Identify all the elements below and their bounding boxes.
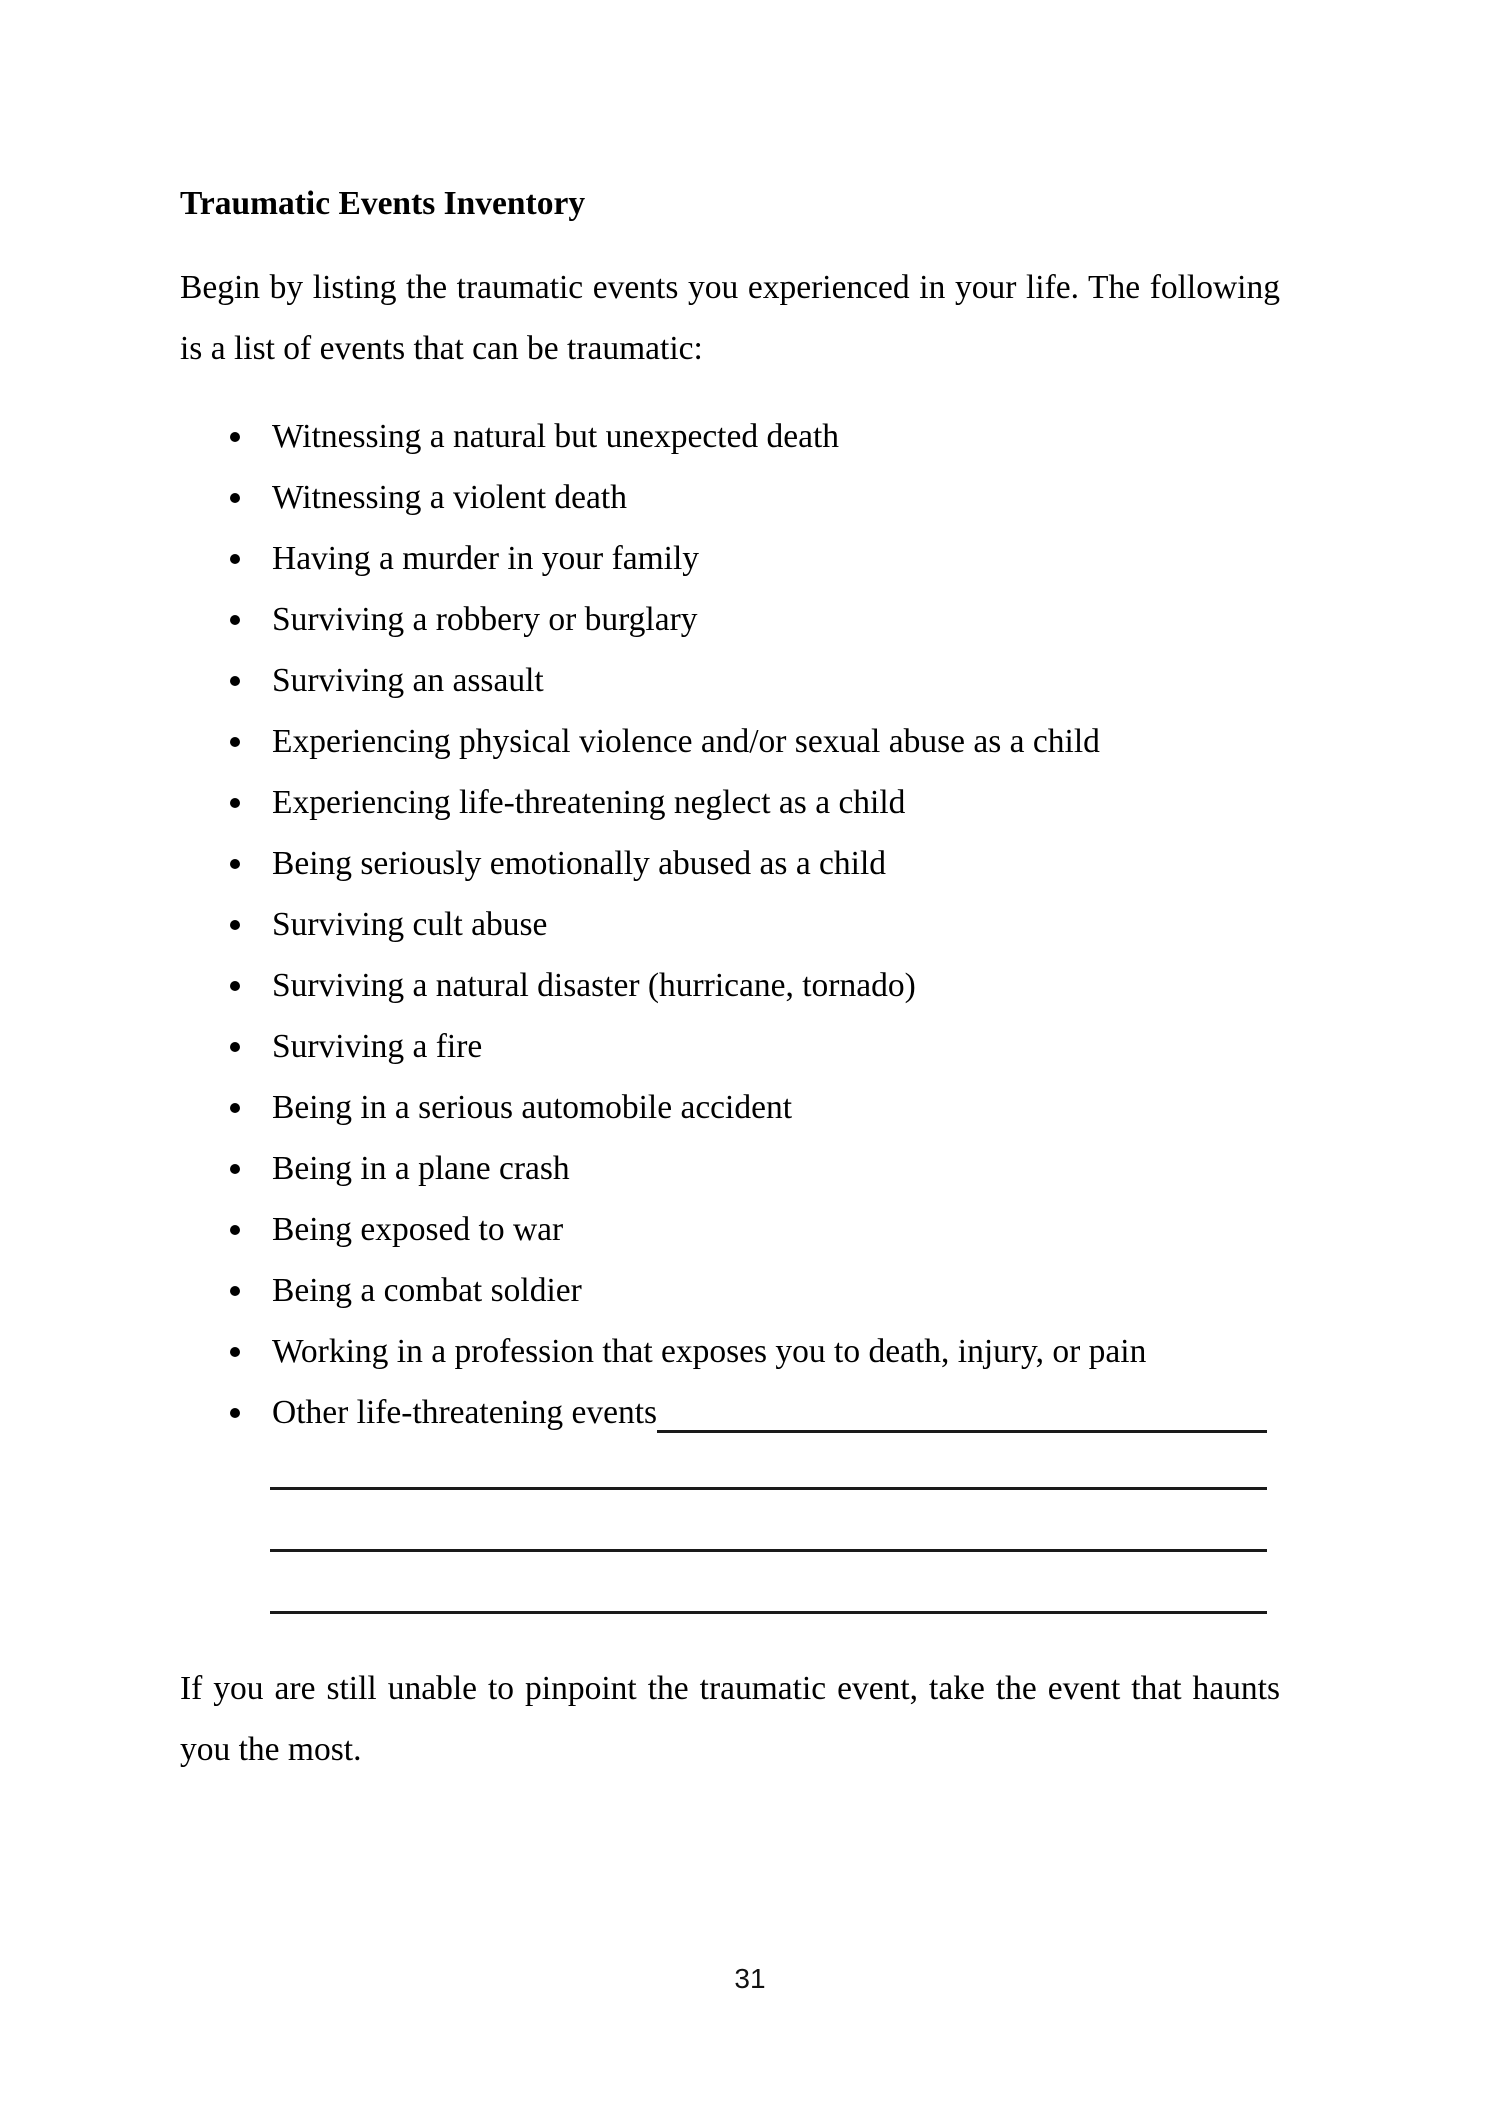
list-item <box>180 711 1280 772</box>
traumatic-events-list <box>180 406 1280 1443</box>
bullet-icon <box>230 432 240 442</box>
write-line <box>270 1490 1267 1552</box>
list-item <box>180 528 1280 589</box>
text-column <box>0 184 1500 1780</box>
bullet-icon <box>230 920 240 930</box>
closing-paragraph: If you are still unable to pinpoint the traumatic event, take the event that haunts you the most. <box>180 1670 1280 1768</box>
list-item-text: Experiencing physical violence and/or sexual abuse as a child <box>272 722 1100 760</box>
bullet-icon <box>230 1164 240 1174</box>
list-item <box>180 589 1280 650</box>
page-number: 31 <box>734 1963 766 1994</box>
list-item-text: Working in a profession that exposes you to death, injury, or pain <box>272 1332 1147 1370</box>
list-item-text: Being a combat soldier <box>272 1271 582 1309</box>
bullet-icon <box>230 737 240 747</box>
list-item <box>180 1138 1280 1199</box>
list-item-text: Other life-threatening events <box>272 1393 658 1431</box>
bullet-icon <box>230 1103 240 1113</box>
write-lines-block <box>270 1443 1267 1614</box>
list-item-text: Being exposed to war <box>272 1210 564 1248</box>
list-item-text: Surviving a natural disaster (hurricane, tornado) <box>272 966 916 1004</box>
section-heading: Traumatic Events Inventory <box>180 185 586 222</box>
bullet-icon <box>230 859 240 869</box>
list-item-text: Surviving a robbery or burglary <box>272 600 698 638</box>
list-item <box>180 833 1280 894</box>
bullet-icon <box>230 1042 240 1052</box>
list-item <box>180 1199 1280 1260</box>
list-item <box>180 406 1280 467</box>
bullet-icon <box>230 554 240 564</box>
bullet-icon <box>230 676 240 686</box>
list-item <box>180 955 1280 1016</box>
write-line <box>270 1552 1267 1614</box>
bullet-icon <box>230 1286 240 1296</box>
list-item-text: Being in a plane crash <box>272 1149 570 1187</box>
list-item <box>180 894 1280 955</box>
list-item <box>180 1077 1280 1138</box>
bullet-icon <box>230 1347 240 1357</box>
list-item-text: Having a murder in your family <box>272 539 700 577</box>
bullet-icon <box>230 798 240 808</box>
list-item-text: Witnessing a natural but unexpected death <box>272 417 840 455</box>
bullet-icon <box>230 1408 240 1418</box>
bullet-icon <box>230 981 240 991</box>
intro-paragraph: Begin by listing the traumatic events you experienced in your life. The following is a list of events that can be traumatic: <box>180 269 1280 367</box>
bullet-icon <box>230 1225 240 1235</box>
write-line-inline <box>657 1393 1267 1433</box>
list-item-text: Surviving cult abuse <box>272 905 548 943</box>
bullet-icon <box>230 493 240 503</box>
list-item <box>180 1321 1280 1382</box>
list-item-text: Being seriously emotionally abused as a child <box>272 844 887 882</box>
list-item-text: Witnessing a violent death <box>272 478 627 516</box>
list-item <box>180 467 1280 528</box>
list-item-text: Experiencing life-threatening neglect as a child <box>272 783 906 821</box>
list-item-text: Being in a serious automobile accident <box>272 1088 793 1126</box>
list-item <box>180 772 1280 833</box>
write-line <box>270 1443 1267 1490</box>
list-item-other-events <box>180 1382 1280 1443</box>
bullet-icon <box>230 615 240 625</box>
list-item <box>180 1016 1280 1077</box>
list-item-text: Surviving a fire <box>272 1027 483 1065</box>
list-item <box>180 1260 1280 1321</box>
list-item <box>180 650 1280 711</box>
list-item-text: Surviving an assault <box>272 661 544 699</box>
